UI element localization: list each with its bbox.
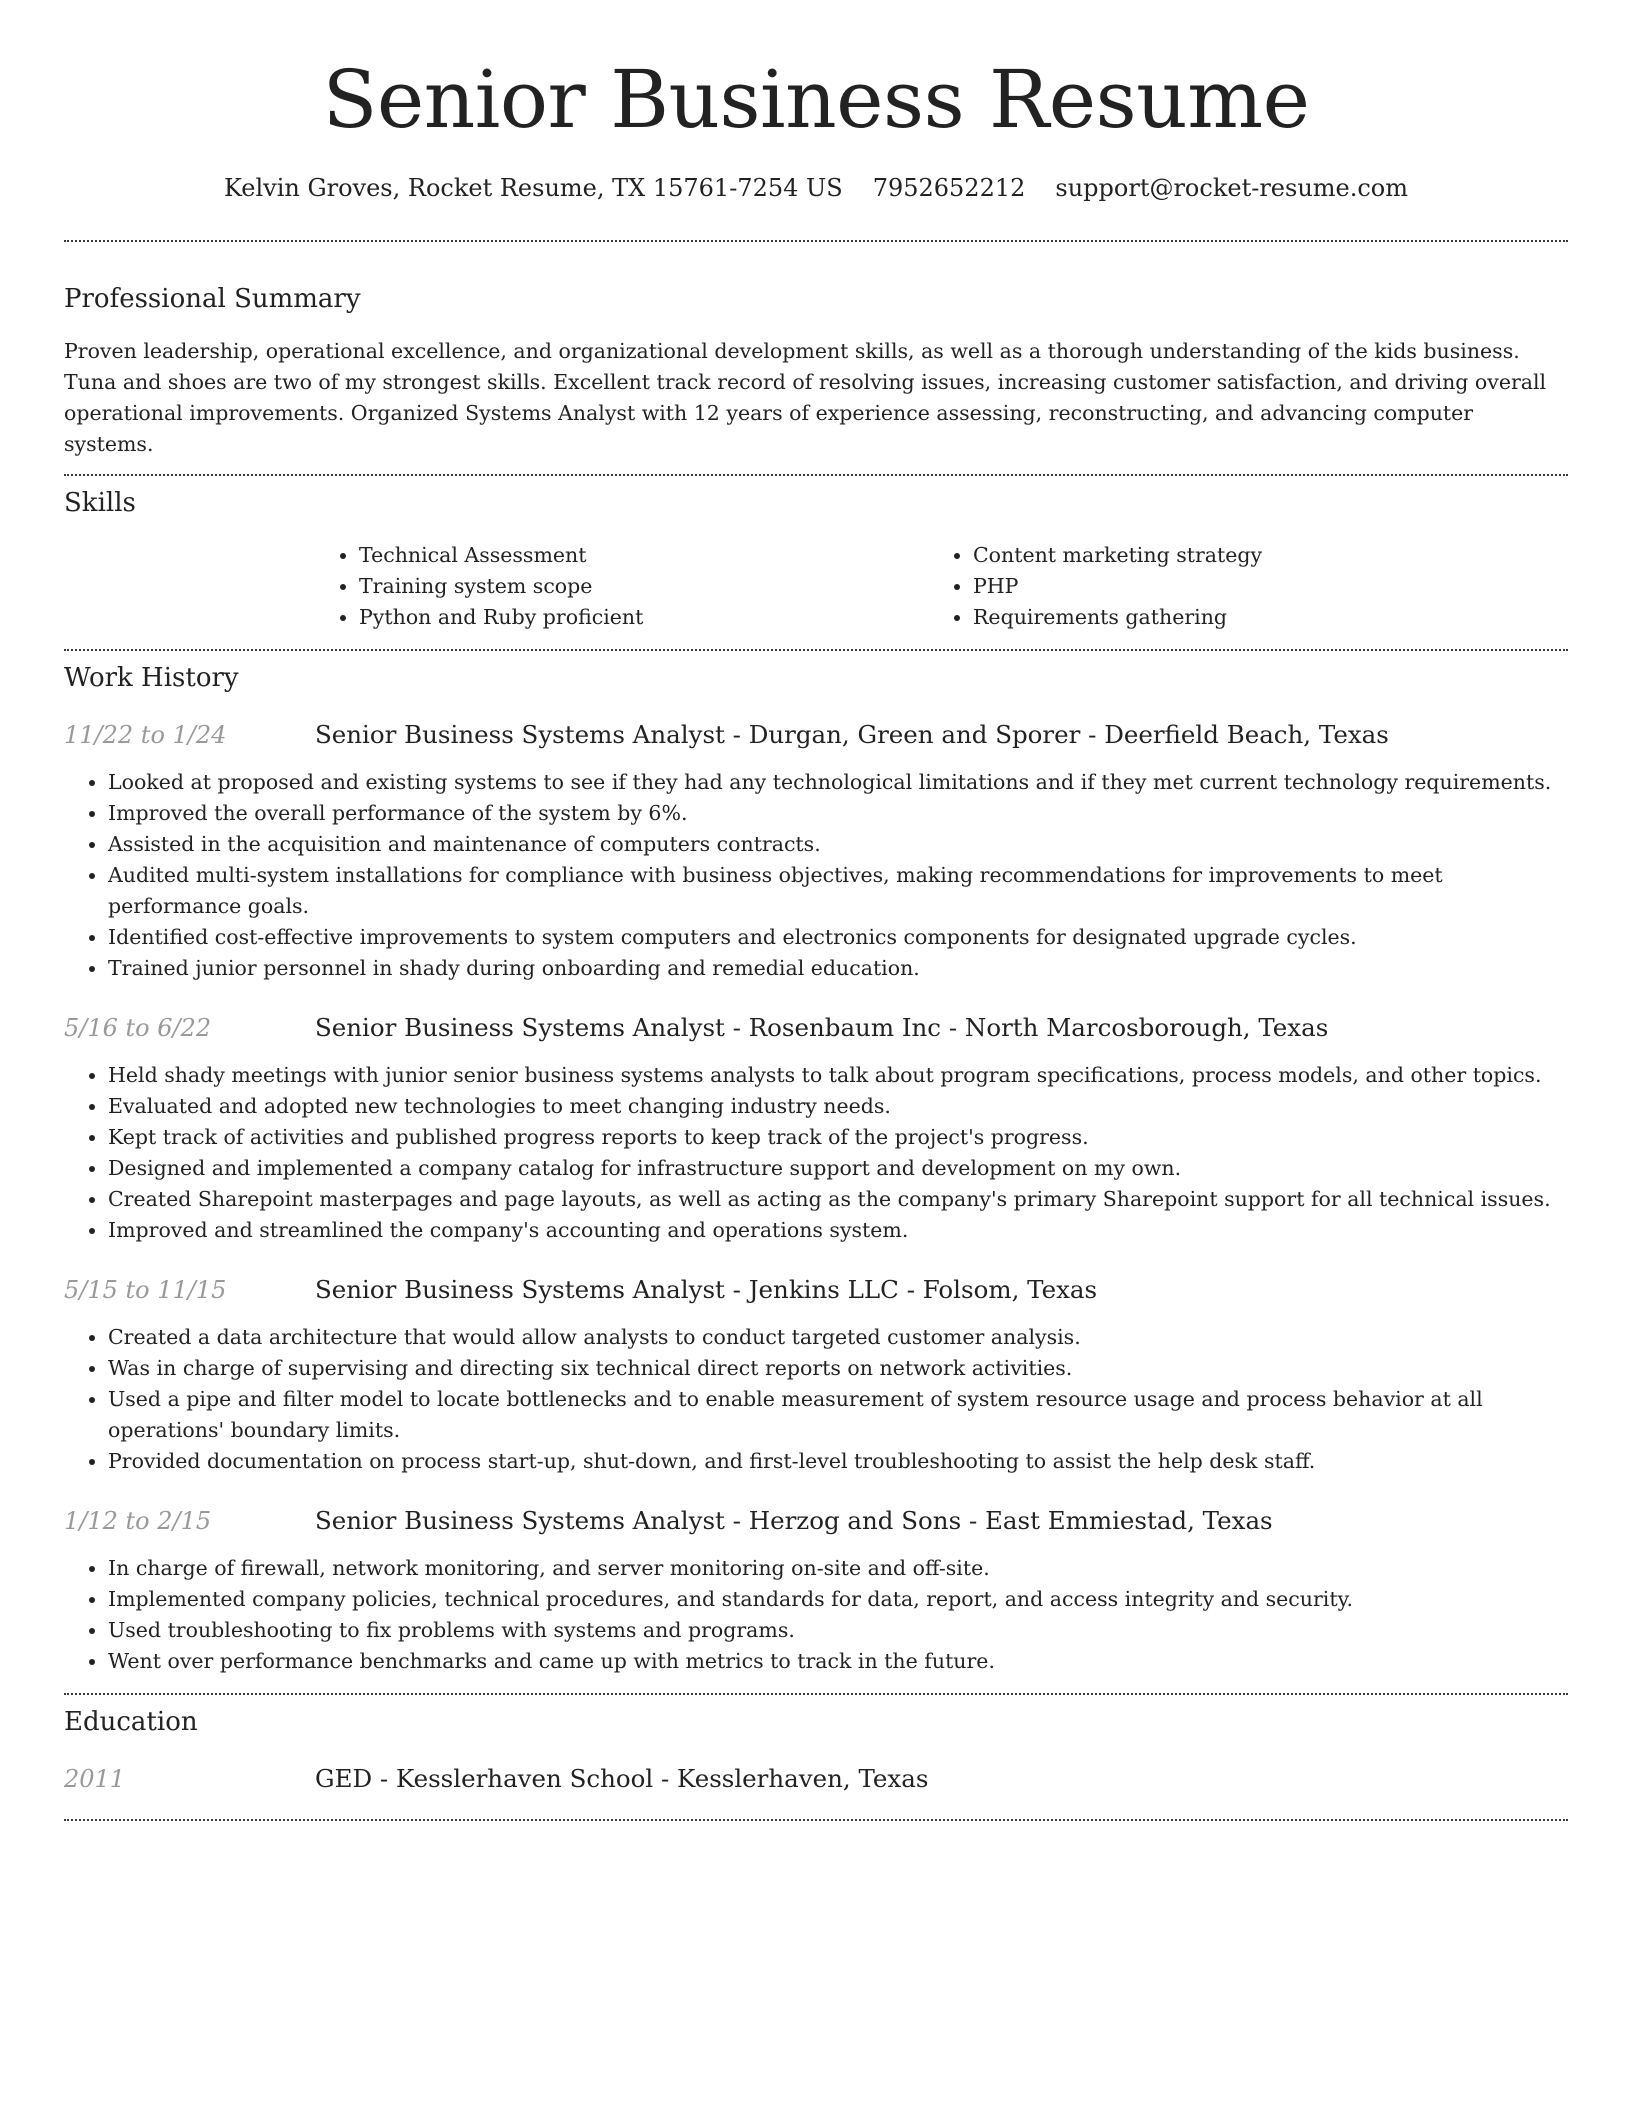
job-entry [64, 1274, 1568, 1477]
job-bullet: • Created Sharepoint masterpages and page layouts, as well as acting as the company's primary Sharepoint support for all technical issues. [108, 1184, 1568, 1215]
job-bullets [64, 1322, 1568, 1477]
skill-item: • Python and Ruby proficient [359, 602, 929, 633]
section-title-work-history: Work History [64, 663, 239, 693]
job-title: Senior Business Systems Analyst - Durgan, Green and Sporer - Deerfield Beach, Texas [315, 720, 1389, 749]
job-bullet: • Implemented company policies, technical procedures, and standards for data, report, and access integrity and security. [108, 1584, 1568, 1615]
job-header [64, 719, 1568, 751]
skills-list [315, 540, 1568, 633]
job-bullet: • Improved the overall performance of the system by 6%. [108, 798, 1568, 829]
job-bullet: • Assisted in the acquisition and maintenance of computers contracts. [108, 829, 1568, 860]
job-bullet: • Evaluated and adopted new technologies to meet changing industry needs. [108, 1091, 1568, 1122]
job-title: Senior Business Systems Analyst - Herzog and Sons - East Emmiestad, Texas [315, 1506, 1273, 1535]
section-title-summary: Professional Summary [64, 284, 361, 314]
job-bullets [64, 767, 1568, 984]
job-title: Senior Business Systems Analyst - Rosenbaum Inc - North Marcosborough, Texas [315, 1013, 1329, 1042]
job-bullet: • Provided documentation on process start-up, shut-down, and first-level troubleshooting to assist the help desk staff. [108, 1446, 1568, 1477]
job-bullet: • Trained junior personnel in shady during onboarding and remedial education. [108, 953, 1568, 984]
job-header [64, 1274, 1568, 1306]
job-bullet: • Kept track of activities and published progress reports to keep track of the project's progress. [108, 1122, 1568, 1153]
job-date: 5/16 to 6/22 [64, 1014, 212, 1042]
job-bullet: • Was in charge of supervising and directing six technical direct reports on network activities. [108, 1353, 1568, 1384]
divider [64, 649, 1568, 651]
education-title: GED - Kesslerhaven School - Kesslerhaven, Texas [315, 1764, 929, 1793]
skill-item: • Training system scope [359, 571, 929, 602]
job-bullet: • Used a pipe and filter model to locate bottlenecks and to enable measurement of system resource usage and process behavior at all operations' boundary limits. [108, 1384, 1568, 1446]
job-entry [64, 719, 1568, 984]
job-bullet: • Identified cost-effective improvements to system computers and electronics components for designated upgrade cycles. [108, 922, 1568, 953]
section-title-skills: Skills [64, 488, 136, 518]
job-date: 5/15 to 11/15 [64, 1276, 227, 1304]
job-title: Senior Business Systems Analyst - Jenkins LLC - Folsom, Texas [315, 1275, 1098, 1304]
job-bullet: • Improved and streamlined the company's accounting and operations system. [108, 1215, 1568, 1246]
job-bullet: • Created a data architecture that would allow analysts to conduct targeted customer analysis. [108, 1322, 1568, 1353]
education-date: 2011 [64, 1765, 126, 1793]
divider [64, 474, 1568, 476]
skill-item: • Requirements gathering [973, 602, 1543, 633]
job-date: 11/22 to 1/24 [64, 721, 227, 749]
skill-item: • PHP [973, 571, 1543, 602]
skills-column-left [315, 540, 929, 633]
job-bullet: • Used troubleshooting to fix problems with systems and programs. [108, 1615, 1568, 1646]
job-bullet: • In charge of firewall, network monitoring, and server monitoring on-site and off-site. [108, 1553, 1568, 1584]
contact-phone: 7952652212 [872, 174, 1026, 202]
job-bullet: • Designed and implemented a company catalog for infrastructure support and development on my own. [108, 1153, 1568, 1184]
job-date: 1/12 to 2/15 [64, 1507, 212, 1535]
summary-text: Proven leadership, operational excellence, and organizational development skills, as well as a thorough understanding of the kids business. Tuna and shoes are two of my strongest skills. Excellent track record of resolving issues, increasing customer satisfaction, and driving overall operational improvements. Organized Systems Analyst with 12 years of experience assessing, reconstructing, and advancing computer systems. [64, 339, 1547, 456]
divider [64, 1819, 1568, 1821]
job-bullet: • Audited multi-system installations for compliance with business objectives, making recommendations for improvements to meet performance goals. [108, 860, 1568, 922]
section-title-education: Education [64, 1707, 198, 1737]
skill-item: • Content marketing strategy [973, 540, 1543, 571]
job-bullet: • Looked at proposed and existing systems to see if they had any technological limitations and if they met current technology requirements. [108, 767, 1568, 798]
skills-column-right [929, 540, 1543, 633]
contact-address: Kelvin Groves, Rocket Resume, TX 15761-7254 US [223, 174, 843, 202]
resume-title: Senior Business Resume [322, 53, 1310, 146]
divider [64, 240, 1568, 242]
contact-email: support@rocket-resume.com [1055, 174, 1409, 202]
skill-item: • Technical Assessment [359, 540, 929, 571]
job-entry [64, 1505, 1568, 1677]
job-bullet: • Held shady meetings with junior senior business systems analysts to talk about program specifications, process models, and other topics. [108, 1060, 1568, 1091]
divider [64, 1693, 1568, 1695]
job-header [64, 1505, 1568, 1537]
education-entry [64, 1763, 1568, 1795]
job-header [64, 1012, 1568, 1044]
job-bullets [64, 1553, 1568, 1677]
job-bullet: • Went over performance benchmarks and came up with metrics to track in the future. [108, 1646, 1568, 1677]
job-bullets [64, 1060, 1568, 1246]
contact-line [64, 172, 1568, 204]
job-entry [64, 1012, 1568, 1246]
